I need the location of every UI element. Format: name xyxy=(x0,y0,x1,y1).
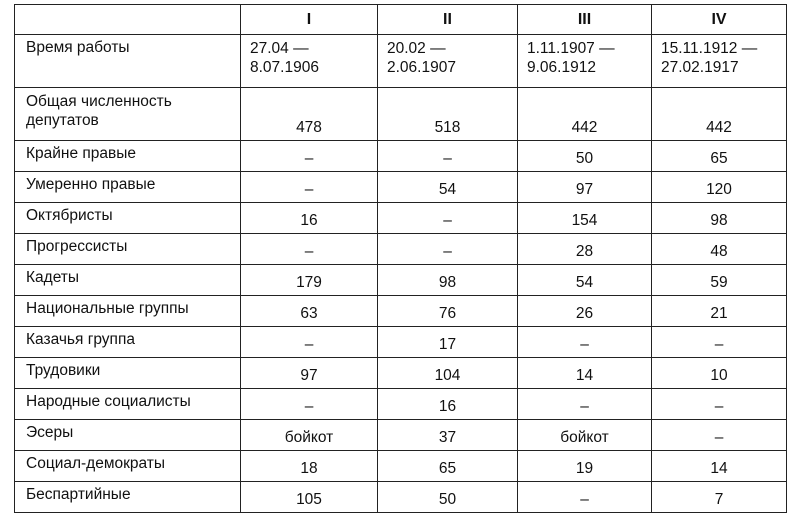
seat-count-duma-2: 54 xyxy=(378,172,518,203)
table-row xyxy=(15,265,787,296)
header-duma-2: II xyxy=(378,5,518,35)
party-label: Прогрессисты xyxy=(15,234,241,265)
table-row xyxy=(15,389,787,420)
seat-count-duma-2: 50 xyxy=(378,482,518,513)
seat-count-duma-1: бойкот xyxy=(241,420,378,451)
seat-count-duma-4: 48 xyxy=(652,234,787,265)
table-row xyxy=(15,451,787,482)
header-duma-1: I xyxy=(241,5,378,35)
party-label: Трудовики xyxy=(15,358,241,389)
seat-count-duma-3: 54 xyxy=(518,265,652,296)
seat-count-duma-2: 37 xyxy=(378,420,518,451)
total-deputies-label: Общая численность депутатов xyxy=(15,88,241,141)
seat-count-duma-4: 21 xyxy=(652,296,787,327)
seat-count-duma-1: – xyxy=(241,141,378,172)
seat-count-duma-2: 16 xyxy=(378,389,518,420)
table-row xyxy=(15,327,787,358)
seat-count-duma-1: 18 xyxy=(241,451,378,482)
work-time-label: Время работы xyxy=(15,35,241,88)
seat-count-duma-3: 28 xyxy=(518,234,652,265)
header-corner xyxy=(15,5,241,35)
party-label: Октябристы xyxy=(15,203,241,234)
header-duma-3: III xyxy=(518,5,652,35)
seat-count-duma-2: – xyxy=(378,203,518,234)
seat-count-duma-2: – xyxy=(378,234,518,265)
party-label: Эсеры xyxy=(15,420,241,451)
seat-count-duma-4: – xyxy=(652,389,787,420)
party-label: Казачья группа xyxy=(15,327,241,358)
seat-count-duma-1: – xyxy=(241,234,378,265)
work-time-duma-1: 27.04 — 8.07.1906 xyxy=(241,35,378,88)
party-label: Кадеты xyxy=(15,265,241,296)
total-duma-2: 518 xyxy=(378,88,518,141)
table-row xyxy=(15,482,787,513)
party-label: Крайне правые xyxy=(15,141,241,172)
seat-count-duma-1: – xyxy=(241,172,378,203)
seat-count-duma-4: 98 xyxy=(652,203,787,234)
party-label: Народные социалисты xyxy=(15,389,241,420)
seat-count-duma-4: 14 xyxy=(652,451,787,482)
seat-count-duma-3: 50 xyxy=(518,141,652,172)
table-row xyxy=(15,420,787,451)
duma-composition-table xyxy=(14,4,787,513)
seat-count-duma-1: – xyxy=(241,389,378,420)
seat-count-duma-4: 7 xyxy=(652,482,787,513)
seat-count-duma-1: 179 xyxy=(241,265,378,296)
party-label: Национальные группы xyxy=(15,296,241,327)
seat-count-duma-4: 120 xyxy=(652,172,787,203)
total-duma-4: 442 xyxy=(652,88,787,141)
seat-count-duma-3: – xyxy=(518,482,652,513)
seat-count-duma-3: – xyxy=(518,327,652,358)
total-duma-3: 442 xyxy=(518,88,652,141)
seat-count-duma-3: – xyxy=(518,389,652,420)
seat-count-duma-4: 59 xyxy=(652,265,787,296)
seat-count-duma-2: 98 xyxy=(378,265,518,296)
seat-count-duma-4: – xyxy=(652,327,787,358)
seat-count-duma-1: 105 xyxy=(241,482,378,513)
table-row xyxy=(15,234,787,265)
seat-count-duma-3: бойкот xyxy=(518,420,652,451)
seat-count-duma-2: 17 xyxy=(378,327,518,358)
seat-count-duma-2: 76 xyxy=(378,296,518,327)
header-duma-4: IV xyxy=(652,5,787,35)
seat-count-duma-1: 97 xyxy=(241,358,378,389)
seat-count-duma-2: – xyxy=(378,141,518,172)
seat-count-duma-4: – xyxy=(652,420,787,451)
party-label: Умеренно правые xyxy=(15,172,241,203)
party-label: Социал-демократы xyxy=(15,451,241,482)
total-duma-1: 478 xyxy=(241,88,378,141)
total-deputies-row xyxy=(15,88,787,141)
seat-count-duma-4: 10 xyxy=(652,358,787,389)
seat-count-duma-1: 63 xyxy=(241,296,378,327)
seat-count-duma-3: 154 xyxy=(518,203,652,234)
seat-count-duma-4: 65 xyxy=(652,141,787,172)
table-row xyxy=(15,296,787,327)
table-row xyxy=(15,203,787,234)
seat-count-duma-1: – xyxy=(241,327,378,358)
work-time-duma-4: 15.11.1912 — 27.02.1917 xyxy=(652,35,787,88)
work-time-duma-3: 1.11.1907 — 9.06.1912 xyxy=(518,35,652,88)
seat-count-duma-3: 14 xyxy=(518,358,652,389)
party-label: Беспартийные xyxy=(15,482,241,513)
seat-count-duma-3: 19 xyxy=(518,451,652,482)
seat-count-duma-2: 104 xyxy=(378,358,518,389)
seat-count-duma-3: 97 xyxy=(518,172,652,203)
table-row xyxy=(15,141,787,172)
seat-count-duma-2: 65 xyxy=(378,451,518,482)
header-row xyxy=(15,5,787,35)
work-time-row xyxy=(15,35,787,88)
seat-count-duma-3: 26 xyxy=(518,296,652,327)
table-row xyxy=(15,358,787,389)
work-time-duma-2: 20.02 — 2.06.1907 xyxy=(378,35,518,88)
table-row xyxy=(15,172,787,203)
seat-count-duma-1: 16 xyxy=(241,203,378,234)
